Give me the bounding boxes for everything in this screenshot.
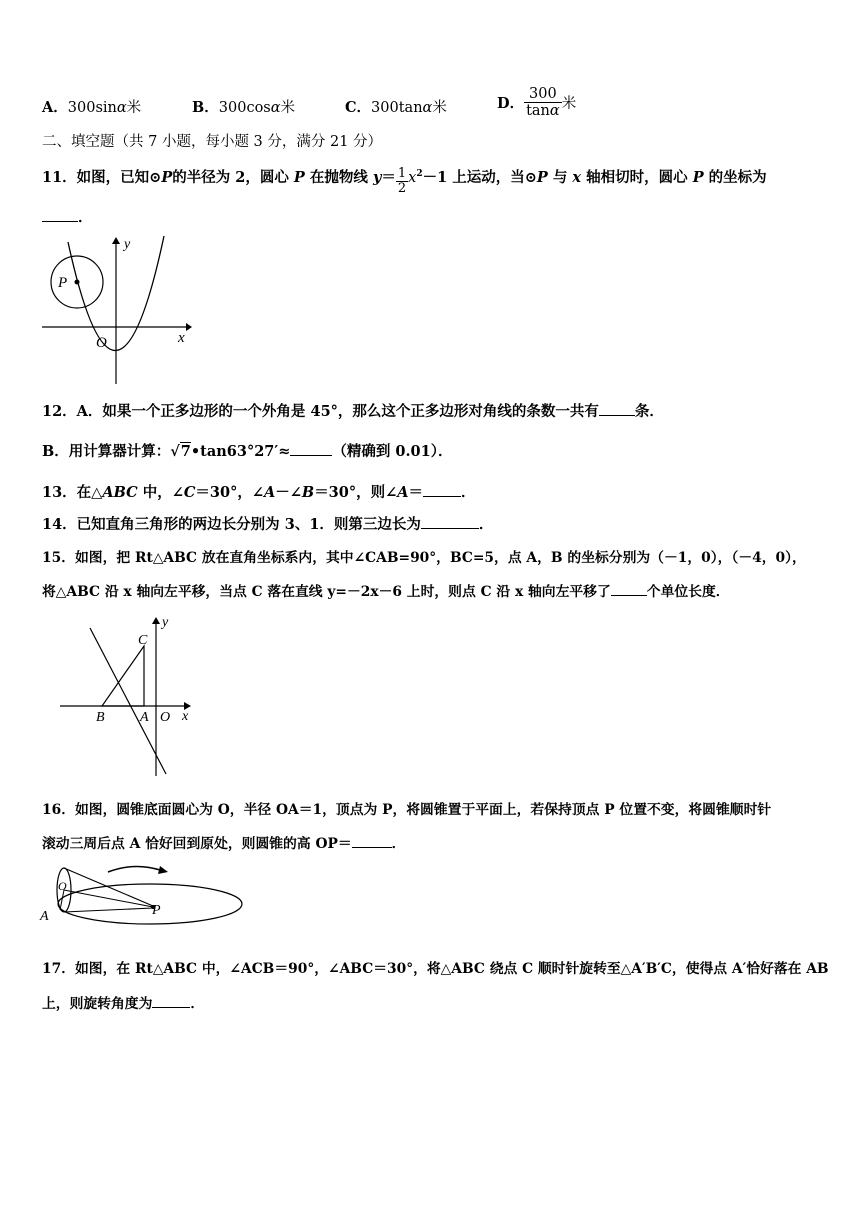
option-d-denominator bbox=[524, 103, 562, 119]
sqrt-radicand: 7 bbox=[180, 443, 191, 460]
option-b-expr: 300cos bbox=[218, 100, 271, 116]
rolling-path-ellipse bbox=[58, 884, 242, 924]
q11-part: 的坐标为 bbox=[703, 169, 767, 186]
q13-part: 13．在△ bbox=[42, 484, 103, 501]
option-a-var: α bbox=[116, 100, 127, 116]
q17-part: ． bbox=[190, 996, 205, 1012]
y-axis-arrow bbox=[152, 617, 160, 624]
section-heading: 二、填空题（共 7 小题，每小题 3 分，满分 21 分） bbox=[42, 134, 383, 150]
cone-edge-bottom bbox=[64, 908, 153, 912]
option-c-expr: 300tan bbox=[371, 100, 423, 116]
label-p: P bbox=[58, 275, 68, 291]
label-y: y bbox=[124, 237, 131, 252]
q14-part: ． bbox=[478, 516, 494, 533]
q14-part: 14．已知直角三角形的两边长分别为 3、1．则第三边长为 bbox=[42, 516, 421, 533]
rotation-arrow bbox=[108, 866, 160, 872]
q11-figure bbox=[40, 232, 200, 388]
option-d-den-var: α bbox=[549, 103, 560, 119]
option-b-label: B． bbox=[192, 99, 219, 116]
q13-var: ABC bbox=[102, 484, 138, 501]
y-axis-arrow bbox=[112, 237, 120, 244]
q13-var: B bbox=[301, 484, 315, 501]
q11-frac-den: 2 bbox=[397, 181, 407, 196]
option-d-den-expr: tan bbox=[526, 103, 550, 119]
q11-var: y bbox=[372, 169, 382, 186]
label-o: O bbox=[160, 710, 171, 725]
q12b-part: •tan63°27′≈ bbox=[190, 443, 291, 460]
answer-blank[interactable] bbox=[599, 401, 635, 416]
option-d-unit: 米 bbox=[561, 96, 577, 112]
q16-part: ． bbox=[391, 836, 406, 852]
q11-frac-num: 1 bbox=[397, 166, 407, 181]
q11-part: ＝ bbox=[381, 169, 396, 186]
segment-op bbox=[64, 890, 153, 907]
answer-blank[interactable] bbox=[42, 207, 78, 222]
segment-oa bbox=[60, 890, 64, 910]
option-d-label: D． bbox=[497, 95, 525, 112]
cone-edge-top bbox=[64, 868, 153, 906]
option-c-label: C． bbox=[345, 99, 372, 116]
q10-option-c bbox=[345, 96, 447, 117]
q13-var: C bbox=[183, 484, 196, 501]
answer-blank[interactable] bbox=[423, 482, 461, 497]
q13-var: A bbox=[397, 484, 409, 501]
q12a-text bbox=[42, 400, 664, 421]
q13-part: －∠ bbox=[275, 484, 302, 501]
q11-sup: 2 bbox=[416, 169, 423, 180]
q11-part: －1 上运动，当⊙ bbox=[422, 169, 537, 186]
q15-figure bbox=[58, 614, 198, 778]
q10-option-d bbox=[497, 86, 576, 119]
label-p: P bbox=[152, 903, 161, 918]
option-c-unit: 米 bbox=[432, 100, 447, 116]
answer-blank[interactable] bbox=[290, 441, 332, 456]
sqrt-sign: √ bbox=[170, 443, 180, 460]
q11-part: 轴相切时，圆心 bbox=[581, 169, 693, 186]
triangle-abc bbox=[102, 646, 144, 706]
q11-var: x bbox=[572, 169, 582, 186]
label-a: A bbox=[140, 710, 149, 725]
q13-part: ＝ bbox=[408, 484, 424, 501]
option-a-expr: 300sin bbox=[67, 100, 117, 116]
q11-part: 在抛物线 bbox=[304, 169, 373, 186]
q15-line2 bbox=[42, 580, 730, 600]
q15-line1: 15．如图，把 Rt△ABC 放在直角坐标系内，其中∠CAB=90°，BC=5，点 A，B 的坐标分别为（－1，0），（－4，0）， bbox=[42, 550, 806, 566]
q11-var: x bbox=[408, 170, 417, 186]
q13-part: ． bbox=[461, 484, 476, 501]
label-o: O bbox=[96, 335, 107, 351]
q11-var: P bbox=[293, 169, 305, 186]
option-d-fraction bbox=[524, 86, 562, 119]
answer-blank[interactable] bbox=[421, 514, 479, 529]
q11-var: P bbox=[161, 169, 173, 186]
q10-option-b bbox=[192, 96, 295, 117]
q12a-part: 条． bbox=[634, 403, 664, 420]
q12a-part: 12．A．如果一个正多边形的一个外角是 45°，那么这个正多边形对角线的条数一共有 bbox=[42, 403, 599, 420]
q15-part: 个单位长度． bbox=[646, 584, 730, 600]
q11-fraction bbox=[396, 167, 408, 196]
q15-part: 将△ABC 沿 x 轴向左平移，当点 C 落在直线 y=－2x－6 上时，则点 C 沿 x 轴向左平移了 bbox=[42, 584, 611, 600]
answer-blank[interactable] bbox=[352, 833, 392, 848]
q16-line1: 16．如图，圆锥底面圆心为 O，半径 OA＝1，顶点为 P，将圆锥置于平面上，若保持顶点 P 位置不变，将圆锥顺时针 bbox=[42, 802, 772, 818]
q14-text bbox=[42, 513, 493, 534]
q17-line2 bbox=[42, 992, 204, 1012]
q11-part: 与 bbox=[547, 169, 573, 186]
q16-part: 滚动三周后点 A 恰好回到原处，则圆锥的高 OP＝ bbox=[42, 836, 352, 852]
q13-part: 中，∠ bbox=[137, 484, 184, 501]
q11-var: P bbox=[692, 169, 704, 186]
option-d-numerator: 300 bbox=[524, 86, 562, 103]
label-x: x bbox=[178, 330, 185, 346]
label-o: O bbox=[58, 879, 67, 893]
q13-part: ＝30°，∠ bbox=[195, 484, 264, 501]
option-b-var: α bbox=[270, 100, 281, 116]
answer-blank[interactable] bbox=[152, 993, 190, 1008]
q12b-text bbox=[42, 440, 453, 461]
label-c: C bbox=[138, 633, 148, 648]
q11-part: 11．如图，已知⊙ bbox=[42, 169, 162, 186]
q12b-part: B．用计算器计算： bbox=[42, 443, 171, 460]
q11-end: ． bbox=[78, 209, 93, 226]
q17-line1: 17．如图，在 Rt△ABC 中，∠ACB＝90°，∠ABC＝30°，将△ABC 绕点 C 顺时针旋转至△A′B′C，使得点 A′恰好落在 AB bbox=[42, 961, 829, 977]
line-y-neg2x-6 bbox=[90, 628, 166, 774]
q13-part: ＝30°，则∠ bbox=[314, 484, 398, 501]
point-p bbox=[75, 280, 80, 285]
q16-line2 bbox=[42, 832, 405, 852]
q11-answer-line bbox=[42, 206, 93, 227]
q10-options bbox=[42, 96, 141, 117]
q13-var: A bbox=[264, 484, 276, 501]
label-b: B bbox=[96, 710, 105, 725]
label-y: y bbox=[162, 615, 169, 630]
option-a-label: A． bbox=[42, 99, 68, 116]
q16-figure bbox=[38, 860, 248, 928]
x-axis-arrow bbox=[186, 323, 192, 331]
q12b-part: （精确到 0.01）． bbox=[332, 443, 453, 460]
label-x: x bbox=[182, 709, 189, 724]
q11-part: 的半径为 2，圆心 bbox=[172, 169, 294, 186]
answer-blank[interactable] bbox=[611, 581, 647, 596]
option-c-var: α bbox=[422, 100, 433, 116]
option-b-unit: 米 bbox=[280, 100, 296, 116]
q11-text bbox=[42, 166, 767, 196]
q11-var: P bbox=[536, 169, 548, 186]
label-a: A bbox=[40, 909, 49, 924]
rotation-arrowhead bbox=[158, 866, 168, 874]
option-a-unit: 米 bbox=[126, 100, 142, 116]
q17-part: 上，则旋转角度为 bbox=[42, 996, 153, 1012]
q13-text bbox=[42, 481, 476, 502]
